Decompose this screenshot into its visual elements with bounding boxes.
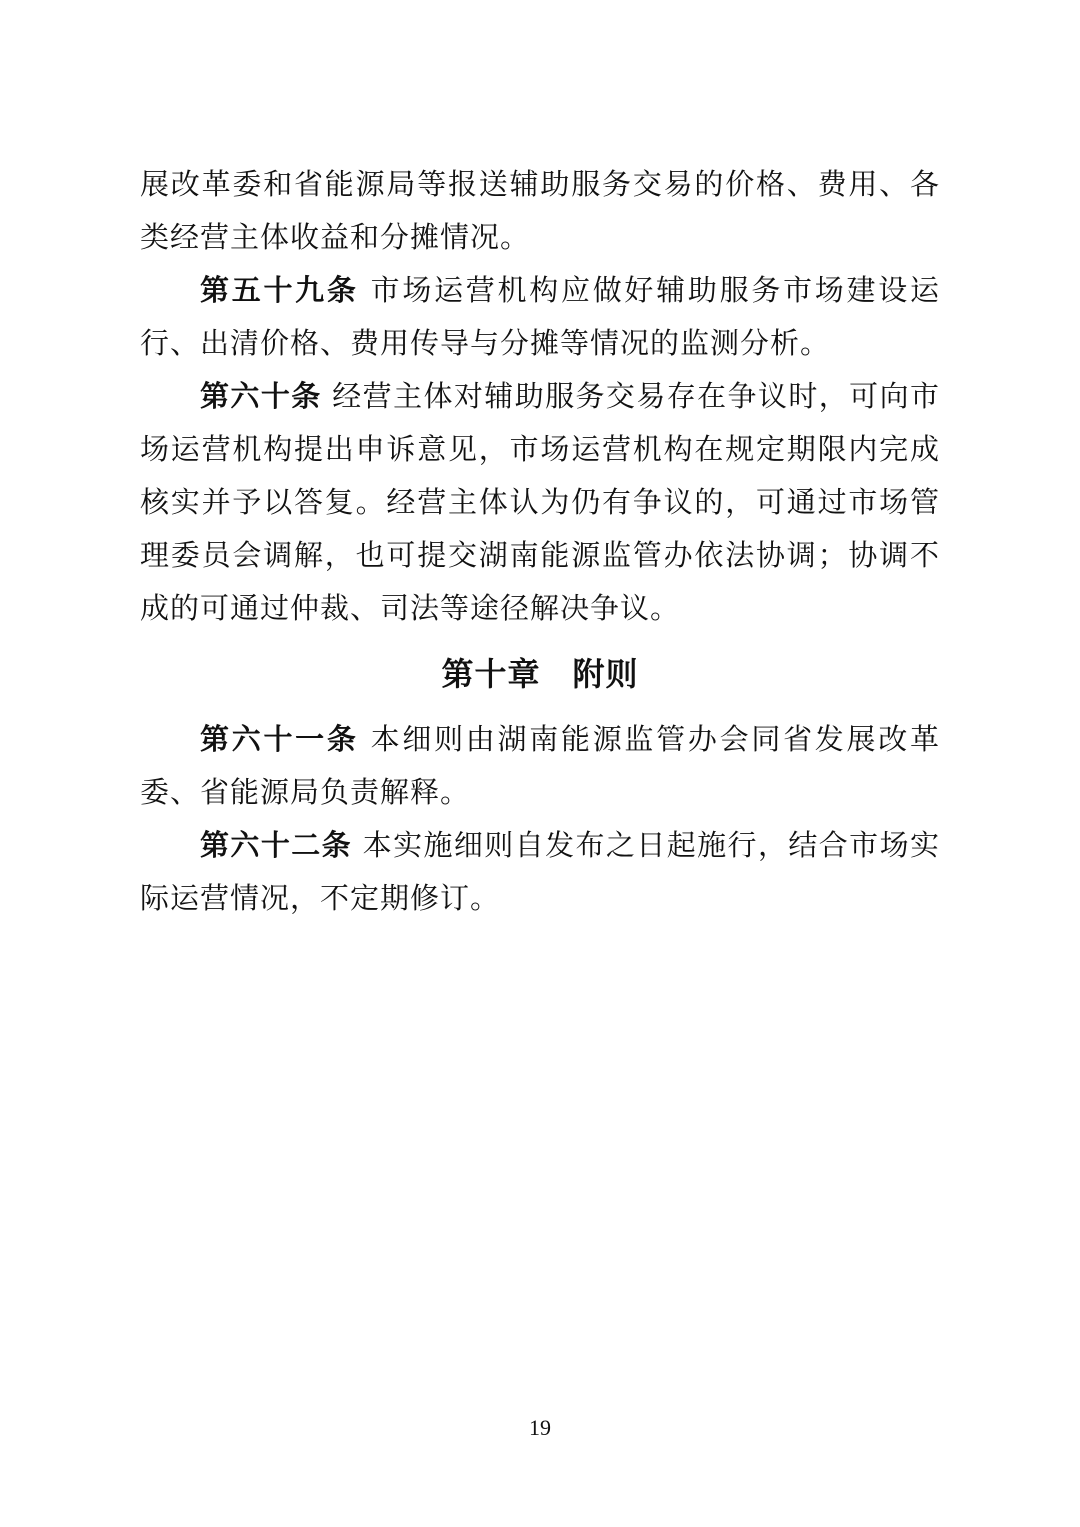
article-number: 第六十二条	[200, 828, 353, 862]
article-text: 本细则由湖南能源监管办会同省发展改革委、省能源局负责解释。	[140, 722, 940, 809]
article-61	[140, 713, 940, 819]
article-text: 本实施细则自发布之日起施行，结合市场实际运营情况，不定期修订。	[140, 828, 940, 915]
chapter-title: 附则	[572, 655, 639, 693]
article-text: 市场运营机构应做好辅助服务市场建设运行、出清价格、费用传导与分摊等情况的监测分析。	[140, 273, 940, 360]
article-text: 经营主体对辅助服务交易存在争议时，可向市场运营机构提出申诉意见，市场运营机构在规定期限内完成核实并予以答复。经营主体认为仍有争议的，可通过市场管理委员会调解，也可提交湖南能源监管办依法协调；协调不成的可通过仲裁、司法等途径解决争议。	[140, 379, 940, 625]
article-number: 第六十一条	[200, 722, 359, 756]
continuation-paragraph: 展改革委和省能源局等报送辅助服务交易的价格、费用、各类经营主体收益和分摊情况。	[140, 167, 940, 254]
document-body	[140, 158, 940, 925]
article-number: 第五十九条	[200, 273, 359, 307]
page-number: 19	[529, 1415, 551, 1440]
chapter-heading	[140, 643, 940, 705]
article-number: 第六十条	[200, 379, 322, 413]
article-62	[140, 819, 940, 925]
article-59	[140, 264, 940, 370]
article-60	[140, 370, 940, 635]
chapter-number: 第十章	[441, 655, 541, 693]
